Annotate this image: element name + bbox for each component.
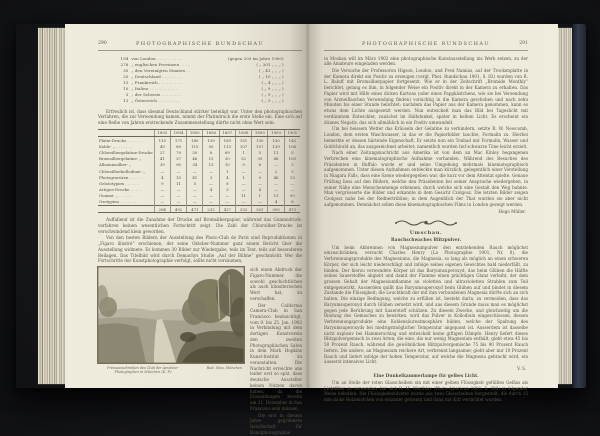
year-header: 1893	[154, 129, 170, 136]
count-cell: 107	[252, 143, 268, 149]
table-row	[98, 137, 300, 144]
count-cell: 13	[203, 162, 219, 168]
photo-captions	[98, 366, 244, 375]
count-cell: —	[187, 168, 203, 174]
count-cell: 1	[235, 149, 251, 155]
running-title-left: PHOTOGRAPHISCHE RUNDSCHAU	[136, 41, 264, 47]
page-edges-left	[38, 27, 65, 386]
article-signature-vs: V. S.	[517, 366, 526, 372]
count-cell: —	[268, 180, 284, 186]
process-label: Gummi- „ . . . . . .	[99, 193, 133, 199]
column-paragraph: sich einen Abdruck der Figaro-Nummer, die sowohl geschichtlichen als auch künstlerischen Wert hat, zu verschaffen.	[250, 267, 302, 301]
print-process-table	[98, 129, 300, 213]
count-cell: 9	[252, 174, 268, 180]
count-cell: —	[235, 199, 251, 206]
running-header-right	[324, 41, 528, 51]
year-header: 1899	[252, 129, 268, 136]
article-text: Um an Stelle der roten Glasscheiben ein mit einer gelben Flüssigkeit gefülltes Gefäss als Lichtfilter zu verwenden, hat sich R. M. Worthley (Photo-American 1901, S. 382) in folgender Weise beholfen: Die Flüssigkeitsküvette wurde aus zwei Glasscheiben hergestellt, die durch 15 mm dicke Holzleistchen von einander getrennt und dann mit Kitt verdichtet wurden.	[324, 380, 528, 403]
count-cell: —	[170, 199, 186, 206]
column-paragraph: Die erst in diesem Jahre gegründete Gesellschaft für Kunstphotographie	[250, 412, 302, 435]
photo-block	[98, 267, 244, 436]
count-cell: —	[203, 180, 219, 186]
stat-place: „ Italien . . . . . . . . . . .	[131, 86, 177, 92]
flourish-icon	[394, 218, 458, 227]
process-label: Artigue-Drucke . . . . .	[99, 187, 142, 193]
count-cell: 39	[154, 162, 170, 168]
year-header: 1894	[170, 129, 186, 136]
stats-row	[116, 98, 283, 104]
paragraph: Nach einer Zeitungsnachricht aus Amerika ist von dem an Mac Kinley begangenen Verbrechen eine kinematographische Aufnahme vorhanden. Während des Besuches des Präsidenten in Buffalo wurde er und seine Umgebung mehrmals kinematographisch aufgenommen. Unter diesen Aufnahmen entdeckte man kürzlich, gelegentlich einer Vorstellung in Niagara Falls, dass eine Szene wiedergegeben war, die kurz vor dem Attentat spielte. Genaue Prüfung liess auf den Bildern, welche den Präsidenten bei seiner Ansprache wiedergeben, in seiner Nähe eine Menschenmenge erkennen, durch welche sich eine Gestalt den Weg bahnte. Man vergrösserte die Bilder und erkannte in dem Gesicht Czolgosz. Die letzten Bilder zeigen Czolgosz nahe bei der Rednertribüne; in dem Augenblick der That wurden sie aber nicht aufgenommen. Demnächst sollen diese kinematographischen Films in London gezeigt werden.	[324, 150, 528, 207]
year-header: 1895	[187, 129, 203, 136]
stat-prev: ( „ 4 „ „ „ )	[261, 80, 284, 86]
count-cell: 6	[252, 162, 268, 168]
count-cell: 1	[252, 193, 268, 199]
count-cell: 5	[252, 149, 268, 155]
running-title-right: PHOTOGRAPHISCHE RUNDSCHAU	[362, 41, 490, 47]
count-cell: 4	[252, 187, 268, 193]
right-page-paragraphs	[324, 56, 528, 208]
count-cell: 1	[235, 174, 251, 180]
process-label: Photogravüren . . . . .	[99, 174, 141, 180]
book-cover-left-marbled	[16, 24, 38, 388]
count-cell: 8	[219, 180, 235, 186]
total-cell: 492	[170, 206, 186, 213]
count-cell: 15	[170, 174, 186, 180]
count-cell: 41	[154, 156, 170, 162]
count-cell: —	[170, 193, 186, 199]
photo-section	[98, 267, 302, 436]
paragraph: Um bei heissem Wetter das Kräuseln der Gelatine zu verhindern, setzte R. W. Newcomb, London, dem ersten Waschwasser, in das er die Papierbilder tauchte, Formalin zu. Hierbei bemerkte er dessen härtende Eigenschaft. Er setzte nun ein Tonbad mit Formalin, Wasser und Goldchlorid an, das ausgezeichnet arbeitet; namentlich wurden tief schwarze Töne leicht erzielt.	[324, 126, 528, 149]
count-cell: —	[203, 193, 219, 199]
count-cell: 4	[154, 174, 170, 180]
count-cell: 130	[268, 137, 284, 144]
ornament-divider	[324, 218, 528, 227]
year-header: 1900	[268, 129, 284, 136]
total-cell: 284	[154, 206, 170, 213]
stat-place: „ den Vereinigten Staaten . .	[131, 67, 191, 73]
stat-prev: ( „ 9 „ „ „ )	[261, 86, 284, 92]
total-cell: 332	[235, 206, 251, 213]
total-cell: 427	[219, 206, 235, 213]
process-label: Bromsilbergelatine- „	[99, 156, 142, 162]
count-cell: 27	[154, 149, 170, 155]
count-cell: —	[252, 180, 268, 186]
process-label: Kohle- „ . . . . . . .	[99, 143, 133, 149]
stat-prev: ( „ 9 „ „ „ )	[261, 92, 284, 98]
stat-count: 194	[120, 55, 129, 61]
stat-count: 25	[123, 73, 129, 79]
stat-count: 13	[123, 80, 129, 86]
section-heading-umschau: Umschau.	[409, 229, 443, 236]
process-label: Chlorsilbergelatine-Drucke	[99, 149, 153, 155]
column-paragraph: Der California Camera-Club in San Francisco beabsichtigt, vom 9. bis 25. Jan. 1902 in Verbindung mit dem dortigen Kunstverein den zweiten Photographischen Salon in dem Mark Hopkins Kunst-Institut zu veranstalten. Die Nachricht erreichte uns leider erst so spät, dass deutsche Aussteller keinen Nutzen davon haben, da die Einsendungen bereits am 21. Dezember in San Francisco sein müssen.	[250, 302, 302, 411]
count-cell: 1	[219, 168, 235, 174]
stat-prev: ( „ 10 „ „ „ )	[258, 73, 284, 79]
year-header: 1901	[284, 129, 300, 136]
count-cell: —	[154, 199, 170, 206]
count-cell: 11	[268, 149, 284, 155]
process-label: Albuminsilber- „	[99, 162, 132, 168]
count-cell: —	[154, 187, 170, 193]
count-cell: —	[203, 168, 219, 174]
landscape-photograph	[98, 267, 244, 363]
count-cell: 5	[284, 149, 300, 155]
paragraph: in Moskau will im März 1902 eine photographische Kunstausstellung ins Werk setzen, zu der alle Amateure eingeladen werden.	[324, 55, 528, 67]
totals-label	[98, 206, 154, 213]
count-cell: 115	[187, 143, 203, 149]
count-cell: 130	[252, 137, 268, 144]
count-cell: —	[170, 187, 186, 193]
count-cell: 171	[170, 137, 186, 144]
intro-paragraph: Erfreulich ist, dass diesmal Deutschland stärker beteiligt war. Unter den photographischen Verfahren, die zur Verwendung kamen, nimmt der Platindruck die erste Stelle ein. Eine sich auf eine Reihe von Jahren erstreckende Zusammenstellung dürfte nicht ohne Wert sein:	[98, 108, 302, 126]
count-cell: —	[252, 199, 268, 206]
year-header: 1898	[235, 129, 251, 136]
stat-count: 278	[120, 61, 129, 67]
count-cell: 49	[154, 143, 170, 149]
table-row	[98, 199, 300, 206]
process-label: Platin-Drucke . . . . . .	[99, 137, 141, 143]
count-cell: —	[252, 168, 268, 174]
count-cell: 151	[235, 137, 251, 144]
count-cell: 3	[284, 168, 300, 174]
count-cell: 46	[268, 174, 284, 180]
stat-place: „ Frankreich . . . . . . . . .	[131, 80, 182, 86]
stat-place: „ der Schweiz . . . . . . . .	[131, 92, 182, 98]
article-heading-dunkelkammerlampe: Eine Dunkelkammerlampe für gelbes Licht.	[373, 373, 479, 379]
count-cell: —	[268, 187, 284, 193]
count-cell: —	[235, 168, 251, 174]
count-cell: 46	[187, 156, 203, 162]
left-page-paragraphs	[98, 217, 302, 264]
count-cell: 13	[284, 174, 300, 180]
count-cell: —	[284, 180, 300, 186]
article-signature: Hugo Müller.	[498, 208, 526, 214]
total-cell: 232	[203, 206, 219, 213]
paragraph: Die Versuche der Professoren Higson, London, und Fred Namias, auf der Trockenplatte in der Kamera direkt ein Positiv zu erzeugen (vergl. Phot. Rundschau 1901, S. 82) wurden von R. L. Baluff mit Bromsilberpapier fortgesetzt. Wie er in der Zeitschrift „Bromide Monthly“ berichtet, gelang es ihm, in folgender Weise ein Positiv direkt in der Kamera zu erhalten. Das Papier wird mit Hilfe eines dicken Kartons (oder eines Pappkästchens, wie sie bei Versendung von Arzneiflaschen Verwendung finden) vorsichtig in die Kamera geschoben und nach zehn Minuten bis einer Stunde belichtet; nachdem das Papier aus der Kamera genommen, kann es etwas dem Lichte ausgesetzt werden. Nun entwickelt man das Bild bei Tageslicht mit verdünntem Entwickler, zunächst im Halbdunkel, später in hellem Licht. Es erscheint ein dünnes Negativ, das sich allmählich in ein Positiv umwandelt.	[324, 67, 528, 125]
count-cell: 48	[268, 156, 284, 162]
count-cell: 39	[252, 156, 268, 162]
table-corner	[98, 129, 154, 136]
stat-count: 35	[123, 67, 129, 73]
count-cell: 79	[170, 149, 186, 155]
count-cell: —	[284, 187, 300, 193]
stat-prev: ( „ 43 „ „ „ )	[258, 67, 284, 73]
stat-prev: ( „ 3 „ „ „ )	[261, 98, 284, 104]
count-cell: 115	[154, 137, 170, 144]
side-column-text	[250, 267, 302, 436]
count-cell: 30	[219, 156, 235, 162]
total-cell: 393	[268, 206, 284, 213]
count-cell: 50	[203, 143, 219, 149]
count-cell: 34	[187, 162, 203, 168]
count-cell: —	[219, 199, 235, 206]
count-cell: —	[187, 187, 203, 193]
count-cell: 37	[170, 156, 186, 162]
count-cell: 108	[284, 143, 300, 149]
landscape-photo-art	[98, 267, 244, 363]
stat-place: „ englischen Provinzen . . . .	[131, 61, 190, 67]
stat-place: „ Österreich . . . . . . . . .	[131, 98, 181, 104]
count-cell: 11	[170, 180, 186, 186]
count-cell: 69	[219, 149, 235, 155]
count-cell: 9	[154, 180, 170, 186]
count-cell: —	[203, 199, 219, 206]
count-cell: 11	[235, 193, 251, 199]
count-cell: 8	[284, 199, 300, 206]
count-cell: 4	[203, 187, 219, 193]
process-label: Ozotypien . . . . . . .	[99, 199, 137, 205]
article-heading-blitzpulver: Rauchschwaches Blitzpulver.	[390, 238, 462, 244]
total-cell: 473	[284, 206, 300, 213]
count-cell: 3	[203, 174, 219, 180]
stat-place: „ Deutschland . . . . . . . .	[131, 73, 182, 79]
year-header: 1896	[203, 129, 219, 136]
year-header: 1897	[219, 129, 235, 136]
count-cell: —	[187, 193, 203, 199]
count-cell: 139	[203, 137, 219, 144]
article-text: Um beim Abbrennen von Magnesiumpulver den entstehenden Rauch möglichst einzuschränken, versucht Charles Henry (La Photographie 1901, Nr. 8), die Verbrennungsprodukte des Magnesiums, die Magnesia, so lang als möglich an einen schweren Körper, der sich leicht niederschlägt und infolge seines eigenen Gewichtes bald niederfällt, zu binden. Der hierzu verwendete Körper ist das Baryumsuperoxyd, das beim Glühen die Hälfte seines Sauerstoffes abgiebt und damit der Flamme einen prächtigen Glanz verleiht, der dem grossen Gehalt der Magnesiumflamme an violetten und ultravioletten Strahlen zum Teil entgegenwirkt. Ausserdem quillt das Baryumsuperoxyd beim Glühen auf und bindet in diesem Zustande die Flüssigkeit; die Leuchtkraft der mit ihm verbundenen Magnesia dürfte sich an sich halten. Die einzige Bedingung, welche zu erfüllen ist, besteht darin, zu vermeiden, dass das Baryumsuperoxyd durch Glühen zersetzt wird, und aus diesem Grunde muss man es möglichst gegen jede Berührung mit Sauerstoff schützen. Zu diesem Zwecke, und gleichzeitig um die Bindung des Gemisches zu bewirken, wird das Pulver in Kollodium eingeschlossen, dessen Verbrennungsprodukte eine Kohlensäureatmosphäre bilden, welche der Spaltung des Baryumsuperoxyds bei niedrigstmöglicher Temperatur angepasst ist. Ausserdem ist dasselbe nicht explosiv bei Hammerschlag und entwickelt keine giftigen Dämpfe. Henry liefert dieses Blitzpulvergemisch in zwei Arten; die eine, die nur wenig Magnesium enthält, giebt etwa 45 bis 50 Prozent Rauch, während die gewöhnlichen Blitzpulvergemische 75 bis 90 Prozent Rauch liefern. Die andere, an Magnesium reichere Art, verbrennt langsamer, giebt aber nur 10 Prozent Rauch und liefert infolge der hohen Temperatur, auf welche die Magnesia gebracht wird, ein äusserst intensives Licht.	[324, 244, 528, 365]
count-cell: 139	[268, 143, 284, 149]
count-cell: 13	[268, 193, 284, 199]
stat-count: 10	[123, 86, 129, 92]
count-cell: —	[170, 168, 186, 174]
count-cell: 113	[219, 143, 235, 149]
count-cell: 90	[284, 193, 300, 199]
stat-prev: (gegen 203 im Jahre 1900)	[227, 55, 284, 61]
count-cell: 107	[235, 143, 251, 149]
total-cell: 471	[187, 206, 203, 213]
count-cell: 9	[235, 162, 251, 168]
page-number-left: 290	[98, 41, 107, 46]
count-cell: 90	[170, 162, 186, 168]
running-header-left	[98, 41, 302, 51]
process-label: Gelatotypien . . . . . .	[99, 180, 140, 186]
count-cell: 89	[170, 143, 186, 149]
count-cell: 2	[268, 168, 284, 174]
count-cell: 189	[219, 137, 235, 144]
count-cell: 5	[187, 180, 203, 186]
page-number-right: 291	[519, 41, 528, 46]
photo-caption-title: Preisausschreiben des Club der Amateur-Photographen in München (K. P.)	[107, 365, 179, 375]
totals-row	[98, 206, 300, 213]
process-label: Chlorsilberkollodium- „	[99, 168, 146, 174]
stat-prev: ( „ 301 „ „ „ )	[256, 61, 284, 67]
intro-paragraph-wrap	[98, 109, 302, 126]
page-right	[308, 24, 558, 403]
total-cell: 301	[252, 206, 268, 213]
stat-count: 3	[125, 92, 129, 98]
photo-caption-author: Rud. Süss, München	[206, 365, 242, 370]
count-cell: 10	[219, 162, 235, 168]
count-cell: —	[187, 199, 203, 206]
book-cover-right	[572, 24, 586, 388]
stat-count: 13	[123, 98, 129, 104]
count-cell: —	[219, 193, 235, 199]
paragraph: Von den besten Bildern der Ausstellung des Photo-Club de Paris sind Reproduktionen in „Figaro illustré“ erschienen, der seine Oktober-Nummer ganz einem Bericht über die Ausstellung widmete. Es kommen 30 Bilder zur Wiedergabe, teils im Text, teils auf besonderen Beilagen. Das Titelbild wird durch Demachys Studie „Auf der Bühne“ geschmückt. Wer die Fortschritte der Kunstphotographie verfolgt, sollte nicht versäumen,	[98, 235, 302, 264]
count-cell: 4	[219, 174, 235, 180]
stat-place: von London . . . . . . . . . .	[131, 55, 182, 61]
count-cell: 41	[187, 174, 203, 180]
count-cell: 180	[187, 137, 203, 144]
count-cell: —	[235, 187, 251, 193]
page-left	[65, 24, 308, 435]
count-cell: 3	[219, 187, 235, 193]
count-cell: 3	[284, 162, 300, 168]
exhibitor-stats-list	[116, 56, 283, 105]
count-cell: —	[154, 168, 170, 174]
count-cell: —	[154, 193, 170, 199]
count-cell: —	[268, 162, 284, 168]
count-cell: 8	[203, 149, 219, 155]
count-cell: 52	[235, 156, 251, 162]
page-edges-right	[558, 27, 572, 386]
count-cell: 143	[284, 137, 300, 144]
paragraph: Auffallend ist die Zunahme der Drucke auf Bromsilberpapier, während das Gummidruck-verfahren keinen wesentlichen Fortschritt zeigt. Die Zahl der Chlorsilber-Drucke ist verschwindend klein geworden.	[98, 217, 302, 234]
count-cell: 15	[203, 156, 219, 162]
article-blitzpulver	[324, 245, 528, 365]
count-cell: 50	[187, 149, 203, 155]
open-book	[16, 24, 586, 435]
article-dunkelkammerlampe	[324, 380, 528, 403]
count-cell: —	[235, 180, 251, 186]
count-cell: 4	[268, 199, 284, 206]
count-cell: 100	[284, 156, 300, 162]
